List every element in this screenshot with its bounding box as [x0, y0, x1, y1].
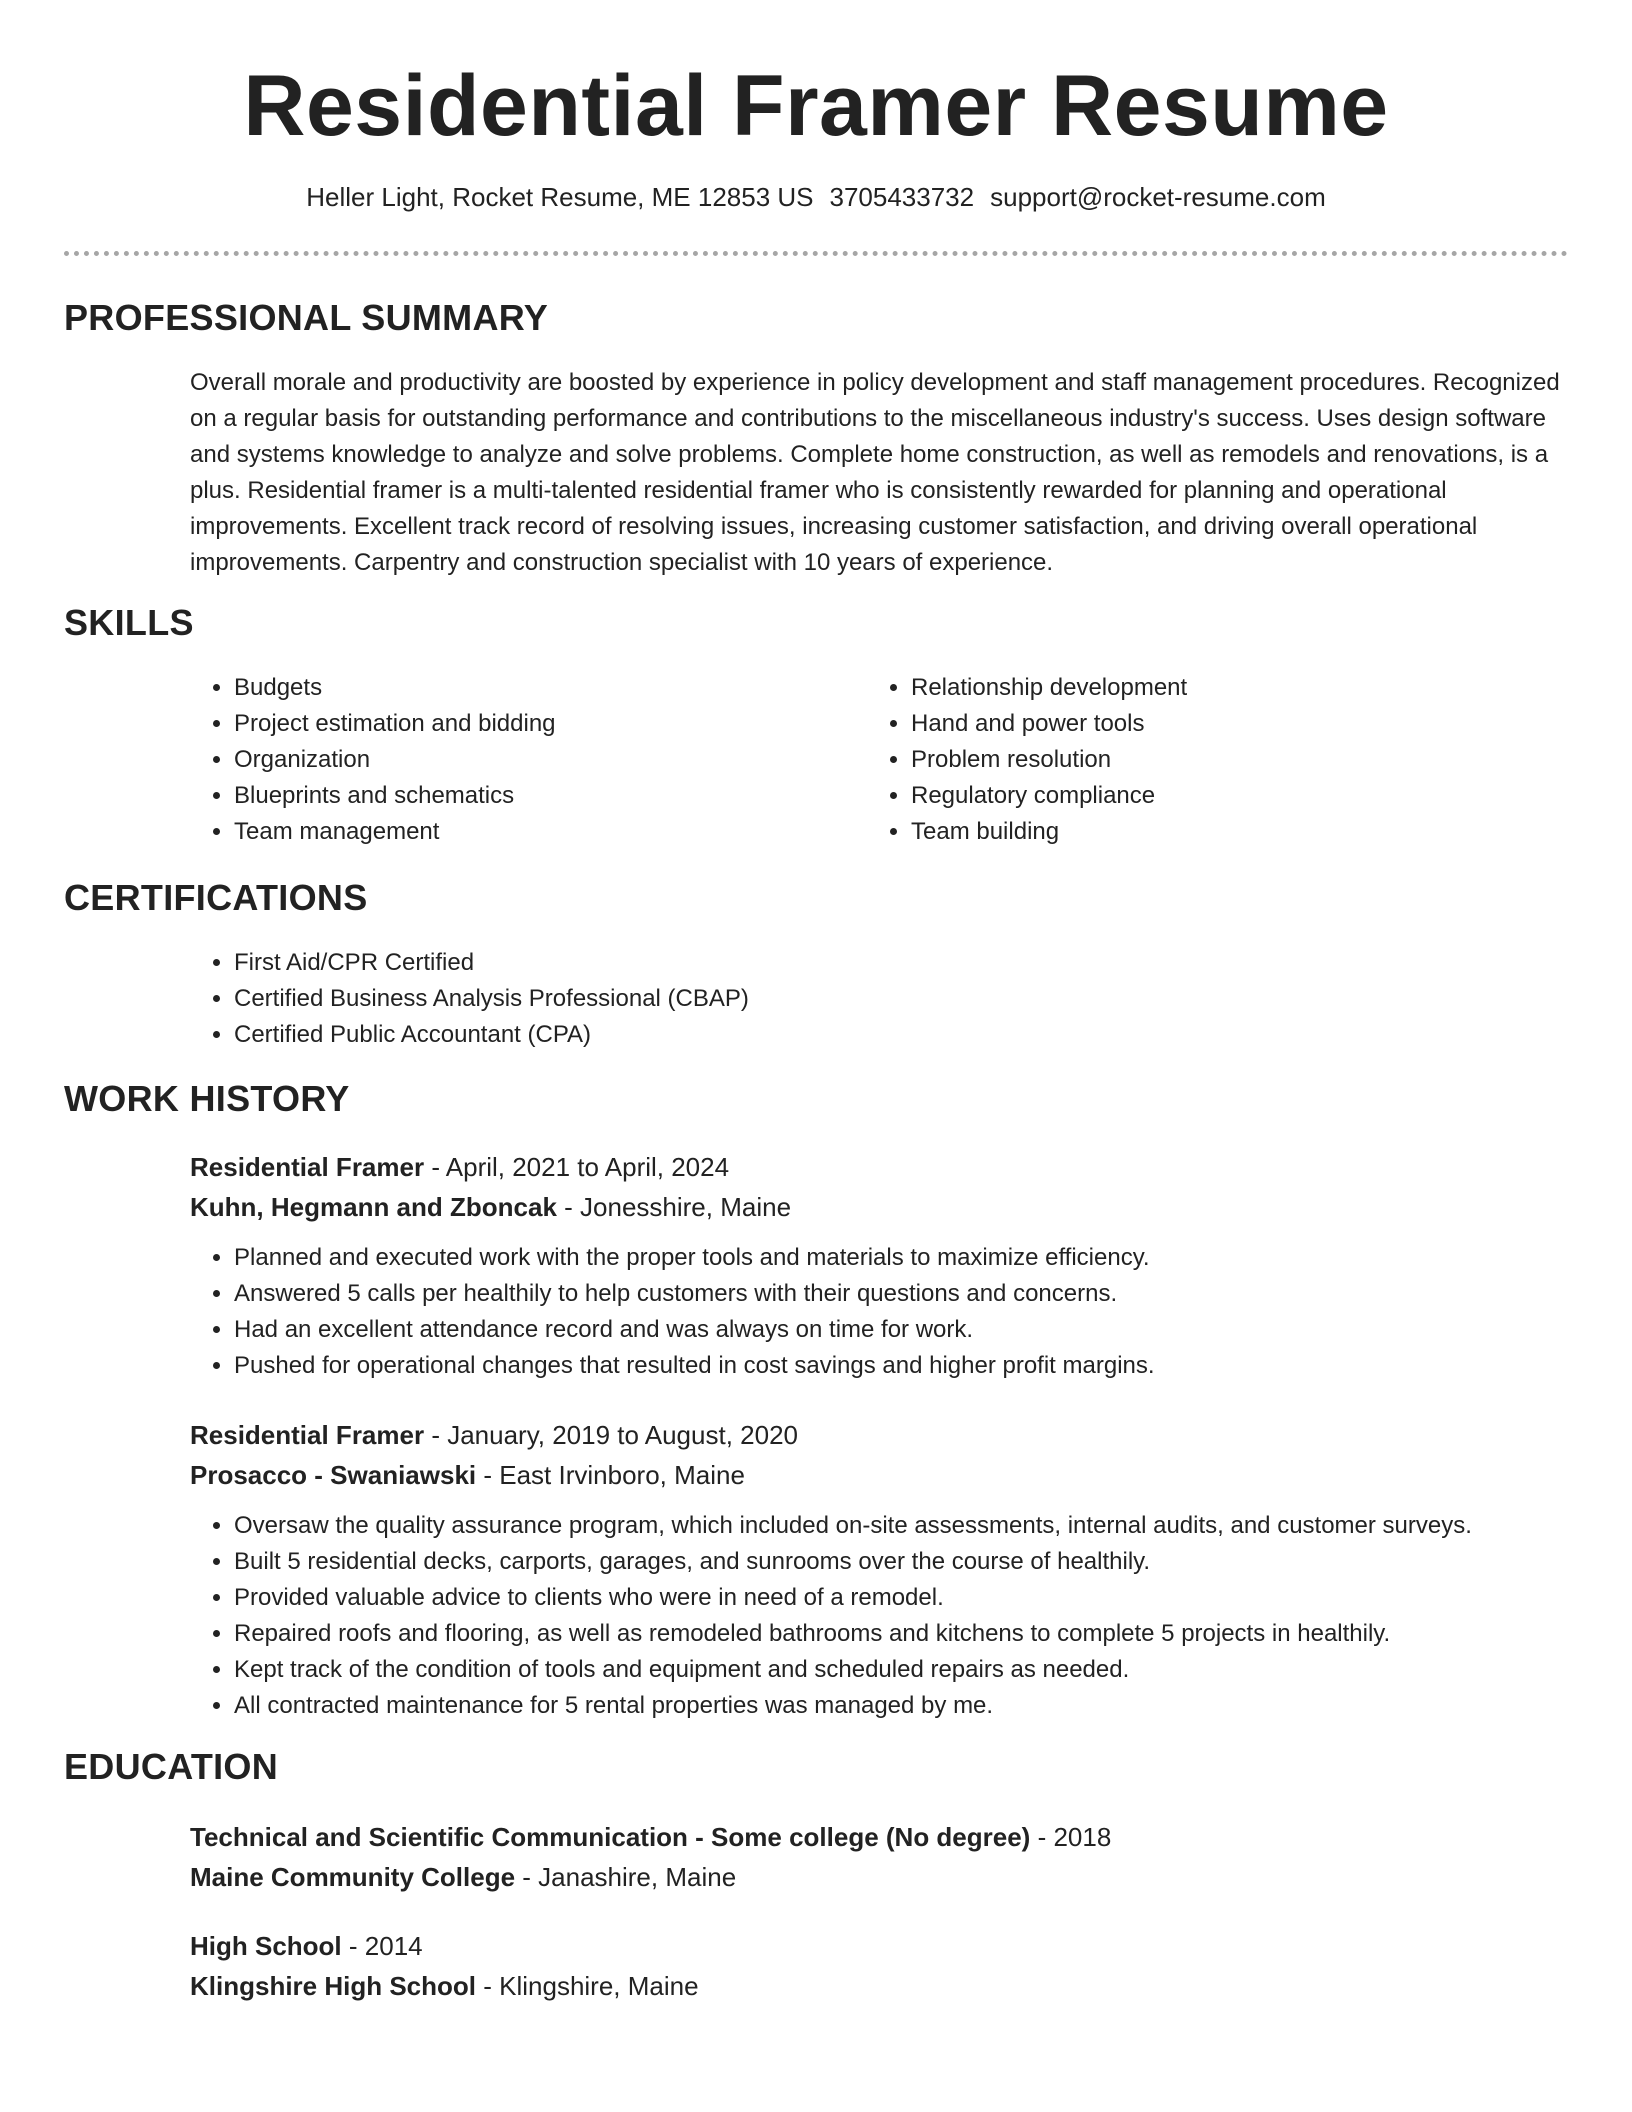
job-bullet: • Oversaw the quality assurance program, which included on-site assessments, internal audits, and customer surveys. — [234, 1508, 1624, 1544]
job-bullet: • Answered 5 calls per healthily to help customers with their questions and concerns. — [234, 1276, 1614, 1312]
job-bullet: • Kept track of the condition of tools and equipment and scheduled repairs as needed. — [234, 1652, 1624, 1688]
job-bullet: • Built 5 residential decks, carports, garages, and sunrooms over the course of healthily. — [234, 1544, 1624, 1580]
job-location: East Irvinboro, Maine — [499, 1460, 745, 1490]
job-title-line: Residential Framer - April, 2021 to April, 2024 — [190, 1152, 730, 1182]
education-school-line: Klingshire High School - Klingshire, Maine — [190, 1971, 699, 2001]
work-history-heading: WORK HISTORY — [64, 1078, 350, 1119]
job-bullet: • Repaired roofs and flooring, as well as remodeled bathrooms and kitchens to complete 5 projects in healthily. — [234, 1616, 1624, 1652]
education-location: Janashire, Maine — [538, 1862, 737, 1892]
skill-item: • Hand and power tools — [911, 706, 1531, 742]
job-bullet: • Pushed for operational changes that resulted in cost savings and higher profit margins. — [234, 1348, 1614, 1384]
education-degree: Technical and Scientific Communication - Some college (No degree) — [190, 1822, 1031, 1852]
job-company-line: Prosacco - Swaniawski - East Irvinboro, Maine — [190, 1460, 745, 1490]
job-bullet: • Planned and executed work with the proper tools and materials to maximize efficiency. — [234, 1240, 1614, 1276]
job-bullets — [190, 1240, 1614, 1384]
skills-list-right — [867, 670, 1531, 850]
education-school-line: Maine Community College - Janashire, Maine — [190, 1862, 737, 1892]
education-year: 2018 — [1053, 1822, 1112, 1852]
contact-address: Heller Light, Rocket Resume, ME 12853 US — [306, 182, 814, 212]
education-school: Klingshire High School — [190, 1971, 477, 2001]
job-title-line: Residential Framer - January, 2019 to August, 2020 — [190, 1420, 798, 1450]
skill-item: • Team building — [911, 814, 1531, 850]
education-degree-line: Technical and Scientific Communication - Some college (No degree) - 2018 — [190, 1822, 1112, 1852]
job-location: Jonesshire, Maine — [580, 1192, 792, 1222]
job-company-line: Kuhn, Hegmann and Zboncak - Jonesshire, Maine — [190, 1192, 792, 1222]
job-bullet: • Provided valuable advice to clients who were in need of a remodel. — [234, 1580, 1624, 1616]
job-dates: April, 2021 to April, 2024 — [445, 1152, 730, 1182]
education-degree-line: High School - 2014 — [190, 1931, 423, 1961]
skill-item: • Project estimation and bidding — [234, 706, 854, 742]
skill-item: • Organization — [234, 742, 854, 778]
job-title: Residential Framer — [190, 1152, 425, 1182]
resume-title: Residential Framer Resume — [243, 58, 1389, 154]
education-school: Maine Community College — [190, 1862, 516, 1892]
contact-phone: 3705433732 — [829, 182, 975, 212]
skill-item: • Team management — [234, 814, 854, 850]
certifications-list — [190, 945, 1534, 1053]
education-year: 2014 — [364, 1931, 423, 1961]
contact-email: support@rocket-resume.com — [990, 182, 1326, 212]
job-company: Prosacco - Swaniawski — [190, 1460, 477, 1490]
skill-item: • Problem resolution — [911, 742, 1531, 778]
contact-line — [0, 180, 1632, 214]
education-location: Klingshire, Maine — [499, 1971, 699, 2001]
job-title: Residential Framer — [190, 1420, 425, 1450]
education-heading: EDUCATION — [64, 1746, 279, 1787]
header-divider — [64, 251, 1568, 256]
skill-item: • Relationship development — [911, 670, 1531, 706]
skill-item: • Budgets — [234, 670, 854, 706]
skill-item: • Blueprints and schematics — [234, 778, 854, 814]
skill-item: • Regulatory compliance — [911, 778, 1531, 814]
education-degree: High School — [190, 1931, 342, 1961]
skills-heading: SKILLS — [64, 602, 194, 643]
job-bullets — [190, 1508, 1624, 1724]
job-company: Kuhn, Hegmann and Zboncak — [190, 1192, 557, 1222]
certifications-heading: CERTIFICATIONS — [64, 877, 368, 918]
summary-text: Overall morale and productivity are boosted by experience in policy development and staff management procedures. Recognized on a regular basis for outstanding performance and contributions to the miscellaneous industry's success. Uses design software and systems knowledge to analyze and solve problems. Complete home construction, as well as remodels and renovations, is a plus. Residential framer is a multi-talented residential framer who is consistently rewarded for planning and operational improvements. Excellent track record of resolving issues, increasing customer satisfaction, and driving overall operational improvements. Carpentry and construction specialist with 10 years of experience. — [190, 369, 1560, 576]
certification-item: • Certified Business Analysis Professional (CBAP) — [234, 981, 1534, 1017]
certification-item: • Certified Public Accountant (CPA) — [234, 1017, 1534, 1053]
summary-heading: PROFESSIONAL SUMMARY — [64, 297, 549, 338]
skills-list-left — [190, 670, 854, 850]
job-bullet: • All contracted maintenance for 5 rental properties was managed by me. — [234, 1688, 1624, 1724]
job-dates: January, 2019 to August, 2020 — [447, 1420, 798, 1450]
job-bullet: • Had an excellent attendance record and was always on time for work. — [234, 1312, 1614, 1348]
certification-item: • First Aid/CPR Certified — [234, 945, 1534, 981]
